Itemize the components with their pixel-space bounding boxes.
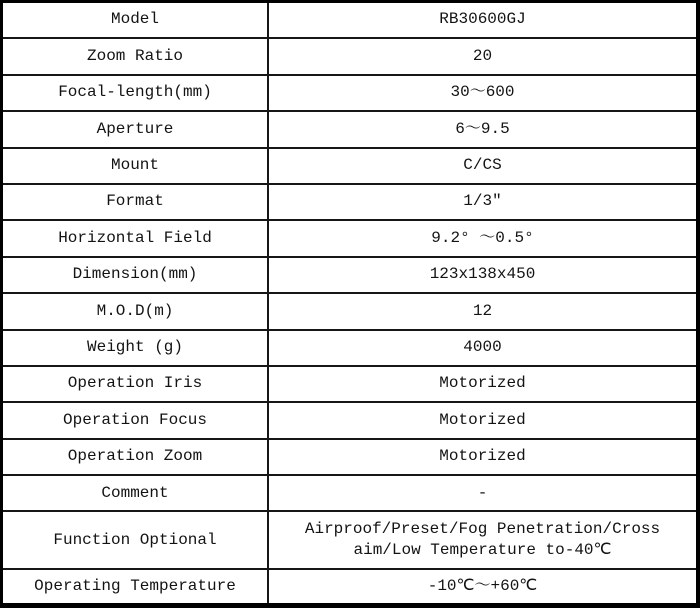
row-value: 9.2° ～0.5°: [431, 228, 534, 247]
row-label: Model: [3, 3, 269, 37]
row-label: Mount: [3, 149, 269, 183]
table-row-weight: [3, 331, 696, 367]
row-label: Operation Iris: [3, 367, 269, 401]
table-row-operation-focus: [3, 403, 696, 439]
table-row-format: [3, 185, 696, 221]
row-value: 6～9.5: [455, 119, 510, 138]
row-label: M.O.D(m): [3, 294, 269, 328]
row-value: RB30600GJ: [439, 10, 526, 29]
table-row-aperture: [3, 112, 696, 148]
row-label: Function Optional: [3, 512, 269, 568]
table-row-dimension: [3, 258, 696, 294]
row-value: Airproof/Preset/Fog Penetration/Cross aim/Low Temperature to-40℃: [304, 520, 661, 560]
table-row-operation-zoom: [3, 440, 696, 476]
row-value: 123x138x450: [429, 265, 536, 284]
table-row-mod: [3, 294, 696, 330]
row-value: C/CS: [463, 156, 502, 175]
table-row-mount: [3, 149, 696, 185]
row-label: Dimension(mm): [3, 258, 269, 292]
row-value: Motorized: [439, 447, 526, 466]
row-label: Aperture: [3, 112, 269, 146]
row-label: Comment: [3, 476, 269, 510]
row-value: -10℃～+60℃: [427, 577, 538, 596]
table-row-zoom-ratio: [3, 39, 696, 75]
table-row-focal-length: [3, 76, 696, 112]
row-label: Format: [3, 185, 269, 219]
table-row-function-optional: [3, 512, 696, 570]
table-row-model: [3, 3, 696, 39]
row-value: 20: [472, 46, 493, 65]
row-label: Operating Temperature: [3, 570, 269, 603]
row-label: Focal-length(mm): [3, 76, 269, 110]
row-label: Horizontal Field: [3, 221, 269, 255]
row-value: 4000: [463, 337, 502, 356]
row-value: Motorized: [439, 410, 526, 429]
row-label: Operation Focus: [3, 403, 269, 437]
row-label: Operation Zoom: [3, 440, 269, 474]
table-row-comment: [3, 476, 696, 512]
row-label: Weight (g): [3, 331, 269, 365]
row-value: -: [477, 483, 488, 502]
row-value: 12: [472, 301, 493, 320]
row-label: Zoom Ratio: [3, 39, 269, 73]
row-value: Motorized: [439, 374, 526, 393]
table-row-operation-iris: [3, 367, 696, 403]
table-row-operating-temperature: [3, 570, 696, 603]
row-value: 1/3″: [463, 192, 502, 211]
table-row-horizontal-field: [3, 221, 696, 257]
row-value: 30～600: [450, 83, 515, 102]
